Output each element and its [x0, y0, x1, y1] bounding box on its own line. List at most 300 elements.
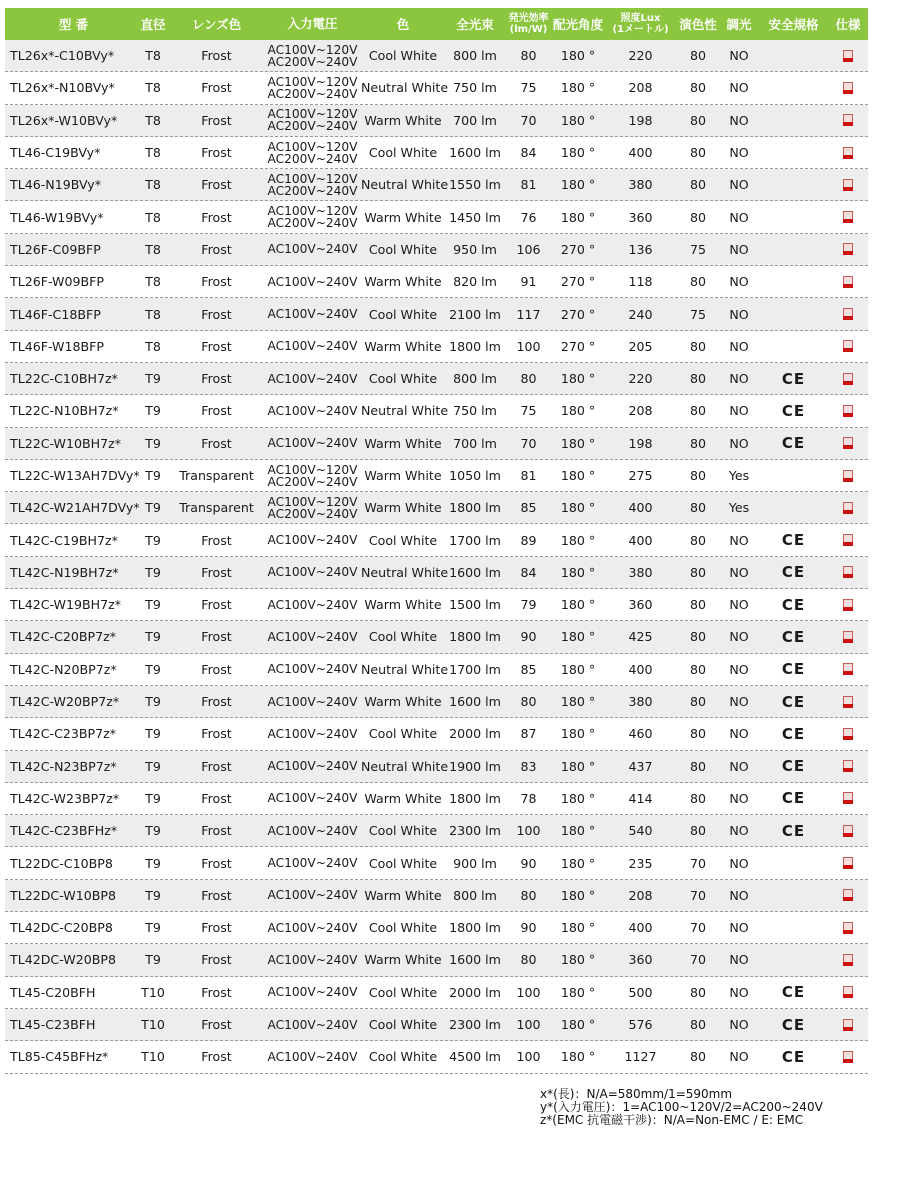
footnotes: [540, 1088, 823, 1127]
luminous-flux-cell: 1500 lm: [449, 597, 501, 613]
dimming-cell: NO: [729, 371, 749, 387]
color-cell: Warm White: [364, 468, 442, 483]
safety-standard-cell: CE: [781, 1047, 806, 1066]
spec-table: [5, 8, 868, 1074]
model-number-cell: TL26F-C09BFP: [10, 241, 101, 257]
pdf-icon[interactable]: [843, 82, 853, 94]
spec-sheet-cell[interactable]: [828, 566, 868, 578]
model-number-cell: TL42C-N19BH7z*: [10, 564, 119, 580]
input-voltage-cell: AC100V~240V: [267, 791, 358, 806]
pdf-icon[interactable]: [843, 373, 853, 385]
dimming-cell: NO: [729, 629, 749, 645]
luminous-flux-cell: 800 lm: [453, 371, 497, 387]
pdf-icon[interactable]: [843, 470, 853, 482]
color-cell: Warm White: [364, 790, 442, 806]
diameter-cell: T9: [145, 855, 161, 871]
illuminance-cell: 208: [628, 403, 653, 419]
model-number-cell: TL22C-N10BH7z*: [10, 403, 119, 419]
table-row: [5, 815, 868, 847]
efficacy-cell: 84: [520, 564, 537, 580]
table-row: [5, 557, 868, 589]
cri-cell: 75: [689, 306, 707, 322]
beam-angle-cell: 180 °: [560, 564, 596, 580]
diameter-cell: T8: [145, 338, 161, 354]
efficacy-cell: 80: [520, 952, 537, 968]
header-color: 色: [396, 17, 410, 32]
model-number-cell: TL42C-W20BP7z*: [10, 694, 120, 710]
efficacy-cell: 76: [520, 209, 537, 225]
cri-cell: 80: [689, 500, 707, 516]
diameter-cell: T9: [145, 823, 161, 839]
pdf-icon[interactable]: [843, 566, 853, 578]
illuminance-cell: 540: [628, 823, 653, 839]
dimming-cell: NO: [729, 726, 749, 742]
luminous-flux-cell: 1600 lm: [449, 564, 501, 580]
spec-sheet-cell[interactable]: [828, 631, 868, 643]
spec-sheet-cell[interactable]: [828, 437, 868, 449]
efficacy-cell: 89: [520, 532, 537, 548]
color-cell: Warm White: [364, 952, 442, 968]
cri-cell: 70: [689, 952, 707, 968]
luminous-flux-cell: 1600 lm: [449, 145, 501, 161]
lens-color-cell: Frost: [201, 855, 232, 871]
color-cell: Neutral White: [361, 403, 449, 419]
input-voltage-cell: AC100V~240V: [267, 436, 358, 451]
spec-sheet-cell[interactable]: [828, 922, 868, 934]
pdf-icon[interactable]: [843, 243, 853, 255]
lens-color-cell: Frost: [201, 952, 232, 968]
color-cell: Warm White: [364, 209, 442, 225]
header-spec-sheet: 仕様: [835, 17, 861, 32]
input-voltage-cell: AC100V~120V AC200V~240V: [267, 494, 358, 521]
lens-color-cell: Frost: [201, 694, 232, 710]
efficacy-cell: 70: [520, 435, 537, 451]
efficacy-cell: 90: [520, 629, 537, 645]
beam-angle-cell: 180 °: [560, 887, 596, 903]
pdf-icon[interactable]: [843, 792, 853, 804]
spec-sheet-cell[interactable]: [828, 147, 868, 159]
spec-sheet-cell[interactable]: [828, 114, 868, 126]
dimming-cell: NO: [729, 564, 749, 580]
dimming-cell: NO: [729, 661, 749, 677]
luminous-flux-cell: 1700 lm: [449, 532, 501, 548]
pdf-icon[interactable]: [843, 954, 853, 966]
cri-cell: 80: [689, 823, 707, 839]
table-row: [5, 944, 868, 976]
luminous-flux-cell: 4500 lm: [449, 1049, 501, 1065]
color-cell: Cool White: [368, 855, 438, 871]
beam-angle-cell: 180 °: [560, 435, 596, 451]
cri-cell: 80: [689, 468, 707, 483]
table-row: [5, 847, 868, 879]
table-row: [5, 783, 868, 815]
diameter-cell: T9: [145, 694, 161, 710]
efficacy-cell: 80: [520, 48, 537, 64]
dimming-cell: NO: [729, 241, 749, 257]
cri-cell: 80: [689, 48, 707, 64]
diameter-cell: T9: [145, 726, 161, 742]
table-row: [5, 169, 868, 201]
pdf-icon[interactable]: [843, 663, 853, 675]
table-row: [5, 331, 868, 363]
efficacy-cell: 100: [516, 1017, 541, 1033]
input-voltage-cell: AC100V~240V: [267, 662, 358, 677]
lens-color-cell: Frost: [201, 274, 232, 290]
input-voltage-cell: AC100V~240V: [267, 1017, 358, 1032]
efficacy-cell: 83: [520, 758, 537, 774]
luminous-flux-cell: 1600 lm: [449, 952, 501, 968]
pdf-icon[interactable]: [843, 502, 853, 514]
model-number-cell: TL46F-W18BFP: [10, 338, 104, 354]
table-row: [5, 492, 868, 524]
table-row: [5, 363, 868, 395]
diameter-cell: T10: [141, 1017, 165, 1033]
model-number-cell: TL42C-W21AH7DVy*: [10, 500, 140, 516]
input-voltage-cell: AC100V~240V: [267, 533, 358, 548]
spec-sheet-cell[interactable]: [828, 373, 868, 385]
dimming-cell: NO: [729, 694, 749, 710]
pdf-icon[interactable]: [843, 728, 853, 740]
safety-standard-cell: CE: [781, 821, 806, 840]
cri-cell: 80: [689, 758, 707, 774]
spec-sheet-cell[interactable]: [828, 82, 868, 94]
input-voltage-cell: AC100V~120V AC200V~240V: [267, 462, 358, 489]
lens-color-cell: Frost: [201, 532, 232, 548]
illuminance-cell: 360: [628, 952, 653, 968]
efficacy-cell: 91: [520, 274, 537, 290]
spec-sheet-cell[interactable]: [828, 179, 868, 191]
diameter-cell: T10: [141, 984, 165, 1000]
diameter-cell: T8: [145, 274, 161, 290]
header-dimming: 調光: [726, 17, 752, 32]
safety-standard-cell: CE: [781, 401, 806, 420]
beam-angle-cell: 180 °: [560, 629, 596, 645]
dimming-cell: NO: [729, 790, 749, 806]
input-voltage-cell: AC100V~240V: [267, 952, 358, 967]
cri-cell: 80: [689, 209, 707, 225]
pdf-icon[interactable]: [843, 1051, 853, 1063]
input-voltage-cell: AC100V~240V: [267, 565, 358, 580]
beam-angle-cell: 180 °: [560, 855, 596, 871]
spec-sheet-cell[interactable]: [828, 696, 868, 708]
illuminance-cell: 275: [628, 468, 653, 483]
beam-angle-cell: 180 °: [560, 145, 596, 161]
pdf-icon[interactable]: [843, 986, 853, 998]
model-number-cell: TL46-W19BVy*: [10, 209, 104, 225]
beam-angle-cell: 180 °: [560, 209, 596, 225]
cri-cell: 70: [689, 920, 707, 936]
spec-sheet-cell[interactable]: [828, 663, 868, 675]
beam-angle-cell: 180 °: [560, 597, 596, 613]
pdf-icon[interactable]: [843, 1019, 853, 1031]
model-number-cell: TL26x*-C10BVy*: [10, 48, 115, 64]
pdf-icon[interactable]: [843, 405, 853, 417]
spec-sheet-cell[interactable]: [828, 792, 868, 804]
pdf-icon[interactable]: [843, 340, 853, 352]
pdf-icon[interactable]: [843, 147, 853, 159]
illuminance-cell: 1127: [624, 1049, 657, 1065]
table-row: [5, 395, 868, 427]
spec-sheet-cell[interactable]: [828, 405, 868, 417]
illuminance-cell: 198: [628, 435, 653, 451]
input-voltage-cell: AC100V~240V: [267, 920, 358, 935]
illuminance-cell: 360: [628, 597, 653, 613]
efficacy-cell: 84: [520, 145, 537, 161]
input-voltage-cell: AC100V~240V: [267, 759, 358, 774]
efficacy-cell: 80: [520, 887, 537, 903]
luminous-flux-cell: 1900 lm: [449, 758, 501, 774]
dimming-cell: NO: [729, 984, 749, 1000]
dimming-cell: NO: [729, 1017, 749, 1033]
beam-angle-cell: 180 °: [560, 952, 596, 968]
safety-standard-cell: CE: [781, 434, 806, 453]
beam-angle-cell: 180 °: [560, 726, 596, 742]
input-voltage-cell: AC100V~120V AC200V~240V: [267, 204, 358, 231]
luminous-flux-cell: 1050 lm: [449, 468, 501, 483]
dimming-cell: NO: [729, 209, 749, 225]
model-number-cell: TL42C-N20BP7z*: [10, 661, 117, 677]
cri-cell: 80: [689, 661, 707, 677]
spec-sheet-cell[interactable]: [828, 954, 868, 966]
diameter-cell: T9: [145, 661, 161, 677]
illuminance-cell: 205: [628, 338, 653, 354]
model-number-cell: TL42C-C23BFHz*: [10, 823, 118, 839]
illuminance-cell: 380: [628, 177, 653, 193]
spec-sheet-cell[interactable]: [828, 243, 868, 255]
header-diameter: 直径: [140, 17, 166, 32]
spec-sheet-cell[interactable]: [828, 857, 868, 869]
color-cell: Cool White: [368, 726, 438, 742]
pdf-icon[interactable]: [843, 696, 853, 708]
efficacy-cell: 87: [520, 726, 537, 742]
dimming-cell: NO: [729, 823, 749, 839]
spec-sheet-cell[interactable]: [828, 825, 868, 837]
cri-cell: 70: [689, 887, 707, 903]
color-cell: Cool White: [368, 371, 438, 387]
beam-angle-cell: 180 °: [560, 758, 596, 774]
spec-sheet-cell[interactable]: [828, 50, 868, 62]
efficacy-cell: 78: [520, 790, 537, 806]
model-number-cell: TL46-N19BVy*: [10, 177, 102, 193]
pdf-icon[interactable]: [843, 857, 853, 869]
table-row: [5, 460, 868, 492]
illuminance-cell: 437: [628, 758, 653, 774]
pdf-icon[interactable]: [843, 179, 853, 191]
beam-angle-cell: 180 °: [560, 371, 596, 387]
dimming-cell: NO: [729, 597, 749, 613]
illuminance-cell: 380: [628, 694, 653, 710]
efficacy-cell: 90: [520, 855, 537, 871]
efficacy-cell: 79: [520, 597, 537, 613]
header-lens-color: レンズ色: [191, 17, 242, 32]
lens-color-cell: Frost: [201, 1017, 232, 1033]
pdf-icon[interactable]: [843, 760, 853, 772]
safety-standard-cell: CE: [781, 1015, 806, 1034]
luminous-flux-cell: 700 lm: [453, 435, 497, 451]
spec-sheet-cell[interactable]: [828, 211, 868, 223]
lens-color-cell: Frost: [201, 338, 232, 354]
model-number-cell: TL85-C45BFHz*: [10, 1049, 109, 1065]
diameter-cell: T9: [145, 758, 161, 774]
illuminance-cell: 220: [628, 48, 653, 64]
diameter-cell: T9: [145, 887, 161, 903]
table-row: [5, 201, 868, 233]
spec-sheet-cell[interactable]: [828, 534, 868, 546]
model-number-cell: TL22C-W13AH7DVy*: [10, 468, 140, 483]
cri-cell: 75: [689, 241, 707, 257]
illuminance-cell: 500: [628, 984, 653, 1000]
luminous-flux-cell: 1800 lm: [449, 790, 501, 806]
luminous-flux-cell: 950 lm: [453, 241, 497, 257]
pdf-icon[interactable]: [843, 922, 853, 934]
beam-angle-cell: 180 °: [560, 177, 596, 193]
safety-standard-cell: CE: [781, 757, 806, 776]
illuminance-cell: 400: [628, 661, 653, 677]
pdf-icon[interactable]: [843, 631, 853, 643]
cri-cell: 70: [689, 855, 707, 871]
diameter-cell: T9: [145, 564, 161, 580]
lens-color-cell: Frost: [201, 823, 232, 839]
efficacy-cell: 100: [516, 823, 541, 839]
color-cell: Cool White: [368, 823, 438, 839]
dimming-cell: NO: [729, 855, 749, 871]
input-voltage-cell: AC100V~240V: [267, 888, 358, 903]
input-voltage-cell: AC100V~120V AC200V~240V: [267, 42, 358, 69]
efficacy-cell: 100: [516, 338, 541, 354]
beam-angle-cell: 180 °: [560, 823, 596, 839]
diameter-cell: T9: [145, 532, 161, 548]
header-cri: 演色性: [679, 17, 717, 32]
table-row: [5, 72, 868, 104]
efficacy-cell: 80: [520, 694, 537, 710]
luminous-flux-cell: 1800 lm: [449, 629, 501, 645]
spec-sheet-cell[interactable]: [828, 599, 868, 611]
input-voltage-cell: AC100V~120V AC200V~240V: [267, 171, 358, 198]
table-row: [5, 880, 868, 912]
lens-color-cell: Frost: [201, 887, 232, 903]
diameter-cell: T9: [145, 952, 161, 968]
input-voltage-cell: AC100V~240V: [267, 597, 358, 612]
color-cell: Warm White: [364, 435, 442, 451]
pdf-icon[interactable]: [843, 534, 853, 546]
lens-color-cell: Frost: [201, 209, 232, 225]
input-voltage-cell: AC100V~240V: [267, 629, 358, 644]
beam-angle-cell: 270 °: [560, 274, 596, 290]
diameter-cell: T9: [145, 920, 161, 936]
lens-color-cell: Frost: [201, 403, 232, 419]
efficacy-cell: 75: [520, 403, 537, 419]
beam-angle-cell: 180 °: [560, 500, 596, 516]
header-input-voltage: 入力電圧: [287, 16, 338, 31]
dimming-cell: NO: [729, 274, 749, 290]
pdf-icon[interactable]: [843, 308, 853, 320]
safety-standard-cell: CE: [781, 724, 806, 743]
luminous-flux-cell: 2100 lm: [449, 306, 501, 322]
table-row: [5, 298, 868, 330]
header-beam-angle: 配光角度: [552, 17, 603, 32]
lens-color-cell: Frost: [201, 790, 232, 806]
diameter-cell: T8: [145, 48, 161, 64]
lens-color-cell: Frost: [201, 564, 232, 580]
table-row: [5, 654, 868, 686]
model-number-cell: TL42C-C20BP7z*: [10, 629, 117, 645]
pdf-icon[interactable]: [843, 50, 853, 62]
pdf-icon[interactable]: [843, 889, 853, 901]
pdf-icon[interactable]: [843, 114, 853, 126]
illuminance-cell: 360: [628, 209, 653, 225]
input-voltage-cell: AC100V~120V AC200V~240V: [267, 107, 358, 134]
pdf-icon[interactable]: [843, 599, 853, 611]
spec-sheet-cell[interactable]: [828, 1019, 868, 1031]
safety-standard-cell: CE: [781, 983, 806, 1002]
efficacy-cell: 81: [520, 177, 537, 193]
illuminance-cell: 400: [628, 145, 653, 161]
spec-sheet-cell[interactable]: [828, 986, 868, 998]
lens-color-cell: Frost: [201, 371, 232, 387]
safety-standard-cell: CE: [781, 531, 806, 550]
illuminance-cell: 425: [628, 629, 653, 645]
note-input-voltage: y*(入力電圧)：1=AC100~120V/2=AC200~240V: [540, 1100, 823, 1114]
dimming-cell: NO: [729, 435, 749, 451]
diameter-cell: T8: [145, 241, 161, 257]
model-number-cell: TL46F-C18BFP: [10, 306, 101, 322]
luminous-flux-cell: 750 lm: [453, 403, 497, 419]
spec-sheet-cell[interactable]: [828, 308, 868, 320]
color-cell: Cool White: [368, 241, 438, 257]
luminous-flux-cell: 1800 lm: [449, 338, 501, 354]
spec-sheet-cell[interactable]: [828, 340, 868, 352]
cri-cell: 80: [689, 371, 707, 387]
pdf-icon[interactable]: [843, 825, 853, 837]
spec-sheet-cell[interactable]: [828, 502, 868, 514]
cri-cell: 80: [689, 984, 707, 1000]
table-body: [5, 40, 868, 1074]
cri-cell: 80: [689, 694, 707, 710]
illuminance-cell: 380: [628, 564, 653, 580]
model-number-cell: TL22DC-C10BP8: [10, 855, 113, 871]
model-number-cell: TL42C-C23BP7z*: [10, 726, 117, 742]
pdf-icon[interactable]: [843, 437, 853, 449]
pdf-icon[interactable]: [843, 276, 853, 288]
beam-angle-cell: 180 °: [560, 403, 596, 419]
pdf-icon[interactable]: [843, 211, 853, 223]
dimming-cell: NO: [729, 80, 749, 96]
spec-sheet-cell[interactable]: [828, 728, 868, 740]
spec-sheet-cell[interactable]: [828, 470, 868, 482]
dimming-cell: NO: [729, 338, 749, 354]
luminous-flux-cell: 2300 lm: [449, 1017, 501, 1033]
spec-sheet-cell[interactable]: [828, 760, 868, 772]
lens-color-cell: Frost: [201, 80, 232, 96]
spec-sheet-cell[interactable]: [828, 276, 868, 288]
color-cell: Warm White: [364, 500, 442, 516]
luminous-flux-cell: 900 lm: [453, 855, 497, 871]
diameter-cell: T9: [145, 435, 161, 451]
lens-color-cell: Frost: [201, 112, 232, 128]
note-length: x*(長)：N/A=580mm/1=590mm: [540, 1087, 733, 1101]
spec-sheet-cell[interactable]: [828, 1051, 868, 1063]
lens-color-cell: Frost: [201, 241, 232, 257]
diameter-cell: T8: [145, 145, 161, 161]
luminous-flux-cell: 750 lm: [453, 80, 497, 96]
dimming-cell: NO: [729, 48, 749, 64]
input-voltage-cell: AC100V~240V: [267, 339, 358, 354]
header-safety-standard: 安全規格: [768, 17, 819, 32]
lens-color-cell: Frost: [201, 984, 232, 1000]
spec-sheet-cell[interactable]: [828, 889, 868, 901]
beam-angle-cell: 270 °: [560, 241, 596, 257]
luminous-flux-cell: 1700 lm: [449, 661, 501, 677]
